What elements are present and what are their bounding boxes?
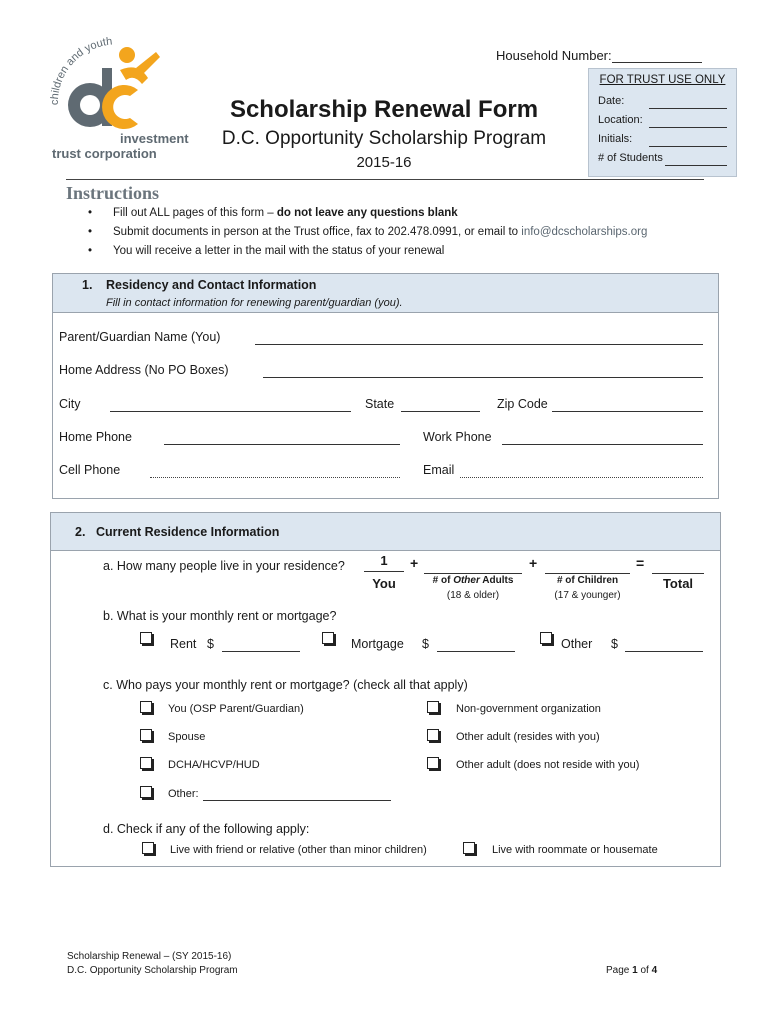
payer-other-adult-nonres-label: Other adult (does not reside with you) xyxy=(456,759,640,771)
home-address-label: Home Address (No PO Boxes) xyxy=(59,363,229,377)
other-payment-checkbox[interactable] xyxy=(540,632,552,644)
header-divider xyxy=(66,179,704,180)
other-adults-field[interactable] xyxy=(424,573,522,574)
rent-checkbox[interactable] xyxy=(140,632,152,644)
household-number-label: Household Number: xyxy=(496,48,612,63)
children-sub: (17 & younger) xyxy=(554,590,621,601)
trust-box-title: FOR TRUST USE ONLY xyxy=(599,74,726,86)
program-subtitle: D.C. Opportunity Scholarship Program xyxy=(221,128,547,149)
mortgage-checkbox[interactable] xyxy=(322,632,334,644)
trust-initials-label: Initials: xyxy=(598,133,633,145)
payer-spouse-label: Spouse xyxy=(168,731,206,743)
other-adults-sub: (18 & older) xyxy=(446,590,500,601)
logo-line2: trust corporation xyxy=(52,146,157,161)
payer-you-checkbox[interactable] xyxy=(140,701,152,713)
other-payment-label: Other xyxy=(561,637,593,651)
equals-sign: = xyxy=(636,555,645,571)
total-label: Total xyxy=(662,576,694,591)
section-2-number: 2. xyxy=(75,525,86,539)
rent-label: Rent xyxy=(170,637,197,651)
cell-phone-label: Cell Phone xyxy=(59,463,121,477)
payer-you-label: You (OSP Parent/Guardian) xyxy=(168,703,304,715)
live-with-relative-checkbox[interactable] xyxy=(142,842,154,854)
payer-other-field[interactable] xyxy=(203,800,391,801)
guardian-name-field[interactable] xyxy=(255,344,703,345)
live-with-roommate-checkbox[interactable] xyxy=(463,842,475,854)
page-title: Scholarship Renewal Form xyxy=(229,96,539,123)
you-count-field xyxy=(364,571,404,572)
trust-use-box xyxy=(588,68,737,177)
rent-amount-field[interactable] xyxy=(222,651,300,652)
zip-label: Zip Code xyxy=(497,397,548,411)
payer-nongov-label: Non-government organization xyxy=(456,703,601,715)
trust-location-label: Location: xyxy=(598,114,643,126)
logo-line1: investment xyxy=(120,131,189,146)
payer-dcha-checkbox[interactable] xyxy=(140,757,152,769)
section-2-title: Current Residence Information xyxy=(96,525,280,539)
payer-other-adult-nonres-checkbox[interactable] xyxy=(427,757,439,769)
work-phone-label: Work Phone xyxy=(423,430,492,444)
total-field[interactable] xyxy=(652,573,704,574)
trust-students-field[interactable] xyxy=(665,165,727,166)
state-field[interactable] xyxy=(401,411,480,412)
mortgage-label: Mortgage xyxy=(351,637,404,651)
guardian-name-label: Parent/Guardian Name (You) xyxy=(59,330,221,344)
plus-sign: + xyxy=(410,555,419,571)
email-label: Email xyxy=(423,463,455,477)
mortgage-amount-field[interactable] xyxy=(437,651,515,652)
payer-other-label: Other: xyxy=(168,788,199,800)
trust-date-label: Date: xyxy=(598,95,625,107)
trust-initials-field[interactable] xyxy=(649,146,727,147)
program-year: 2015-16 xyxy=(356,154,412,171)
section-1-note: Fill in contact information for renewing parent/guardian (you). xyxy=(106,297,403,309)
bullet-icon: • xyxy=(88,207,93,219)
children-label: # of Children xyxy=(556,575,619,586)
live-with-relative-label: Live with friend or relative (other than minor children) xyxy=(170,844,427,856)
payer-other-adult-checkbox[interactable] xyxy=(427,729,439,741)
other-currency: $ xyxy=(611,637,618,651)
question-c-label: c. Who pays your monthly rent or mortgage? (check all that apply) xyxy=(103,678,468,692)
instruction-item: • Submit documents in person at the Trust office, fax to 202.478.0991, or email to info@dcscholarships.org xyxy=(88,226,648,238)
payer-nongov-checkbox[interactable] xyxy=(427,701,439,713)
city-label: City xyxy=(59,397,81,411)
plus-sign-2: + xyxy=(529,555,538,571)
zip-field[interactable] xyxy=(552,411,703,412)
trust-date-field[interactable] xyxy=(649,108,727,109)
instructions-list xyxy=(88,207,647,264)
payer-dcha-label: DCHA/HCVP/HUD xyxy=(168,759,260,771)
trust-students-label: # of Students xyxy=(598,152,663,164)
question-d-label: d. Check if any of the following apply: xyxy=(103,822,310,836)
other-adults-label: # of Other Adults xyxy=(432,575,514,586)
question-a-label: a. How many people live in your residence? xyxy=(103,559,345,573)
logo-arc-text: children and youth xyxy=(48,35,113,106)
home-phone-label: Home Phone xyxy=(59,430,132,444)
live-with-roommate-label: Live with roommate or housemate xyxy=(492,844,658,856)
cell-phone-field[interactable] xyxy=(150,477,400,478)
question-b-label: b. What is your monthly rent or mortgage? xyxy=(103,609,337,623)
footer-line1: Scholarship Renewal – (SY 2015-16) xyxy=(67,951,232,962)
you-count-value[interactable]: 1 xyxy=(380,553,388,568)
instructions-heading: Instructions xyxy=(66,183,160,203)
section-1-title: Residency and Contact Information xyxy=(106,278,317,292)
household-number-field[interactable] xyxy=(612,62,702,63)
section-1-number: 1. xyxy=(82,278,93,292)
home-phone-field[interactable] xyxy=(164,444,400,445)
home-address-field[interactable] xyxy=(263,377,703,378)
rent-currency: $ xyxy=(207,637,214,651)
instruction-item: • Fill out ALL pages of this form – do not leave any questions blank xyxy=(88,207,458,219)
email-field[interactable] xyxy=(460,477,703,478)
trust-location-field[interactable] xyxy=(649,127,727,128)
work-phone-field[interactable] xyxy=(502,444,703,445)
mortgage-currency: $ xyxy=(422,637,429,651)
page-number: Page 1 of 4 xyxy=(606,965,658,976)
other-amount-field[interactable] xyxy=(625,651,703,652)
state-label: State xyxy=(365,397,395,411)
bullet-icon: • xyxy=(88,226,93,238)
city-field[interactable] xyxy=(110,411,351,412)
footer-line2: D.C. Opportunity Scholarship Program xyxy=(67,965,238,976)
payer-other-adult-label: Other adult (resides with you) xyxy=(456,731,600,743)
payer-other-checkbox[interactable] xyxy=(140,786,152,798)
bullet-icon: • xyxy=(88,245,93,257)
instruction-item: • You will receive a letter in the mail with the status of your renewal xyxy=(88,245,445,257)
email-link[interactable]: info@dcscholarships.org xyxy=(521,226,648,238)
children-field[interactable] xyxy=(545,573,630,574)
payer-spouse-checkbox[interactable] xyxy=(140,729,152,741)
you-label: You xyxy=(372,576,396,591)
